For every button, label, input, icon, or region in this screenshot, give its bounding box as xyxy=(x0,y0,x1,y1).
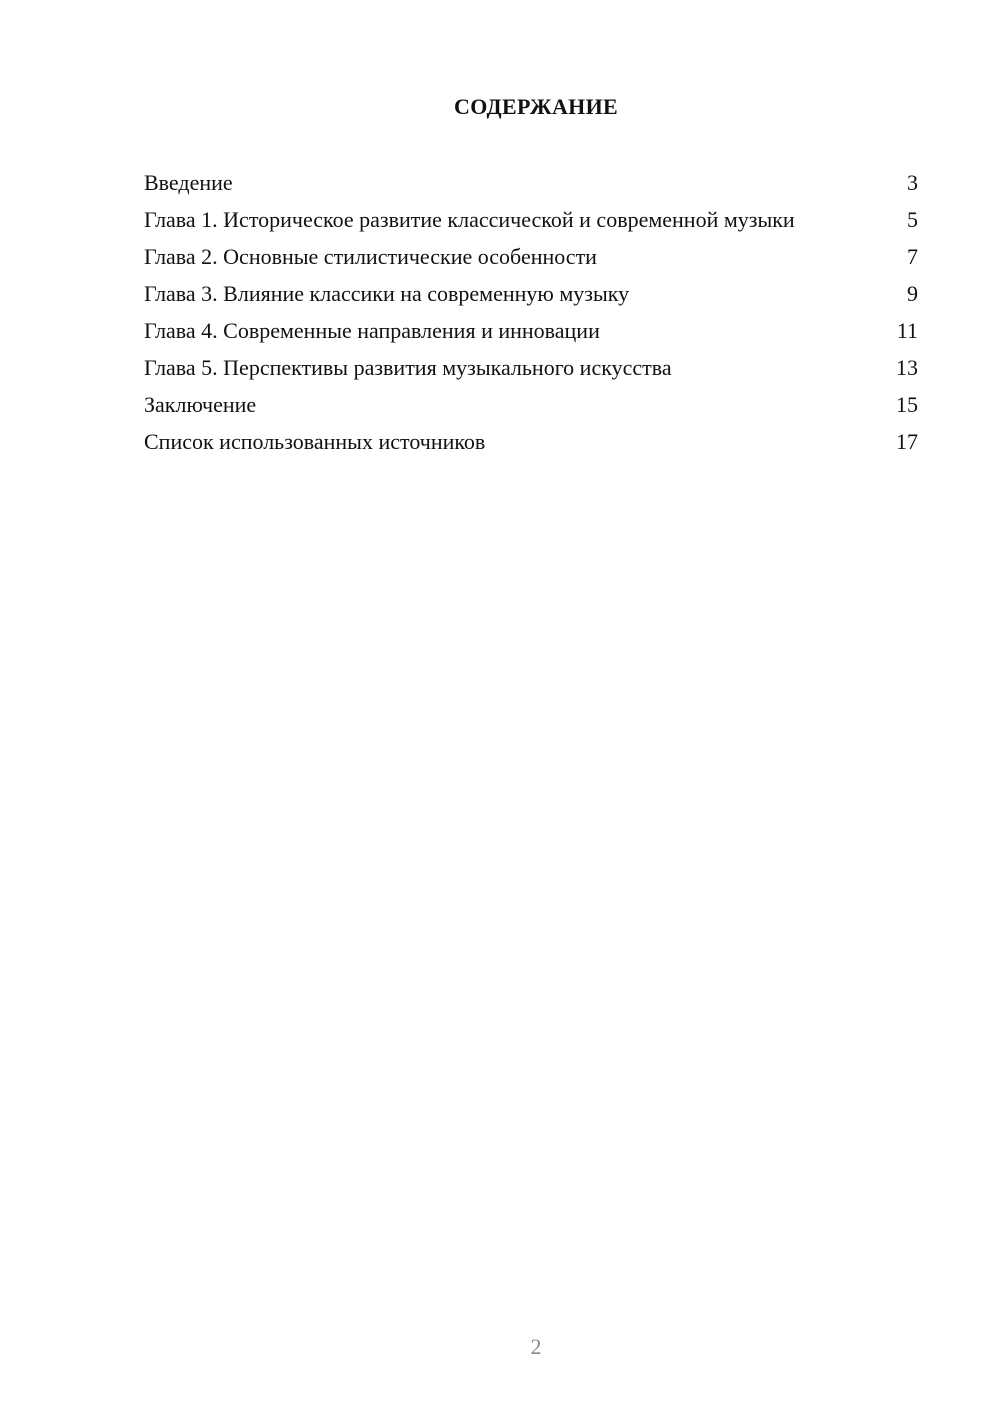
toc-entry-label: Глава 4. Современные направления и инновации xyxy=(144,318,600,343)
table-of-contents xyxy=(144,168,918,464)
toc-entry-label: Глава 3. Влияние классики на современную музыку xyxy=(144,281,630,306)
toc-entry-page: 13 xyxy=(896,355,918,380)
toc-entry-label: Глава 1. Историческое развитие классической и современной музыки xyxy=(144,207,795,232)
toc-entry-label: Глава 2. Основные стилистические особенности xyxy=(144,244,597,269)
toc-entry-page: 17 xyxy=(896,429,918,454)
toc-entry-label: Заключение xyxy=(144,392,257,417)
toc-entry-page: 3 xyxy=(907,170,918,195)
toc-entry-page: 11 xyxy=(896,318,918,343)
toc-entry xyxy=(144,205,918,234)
toc-entry xyxy=(144,316,918,345)
page-number: 2 xyxy=(530,1334,542,1359)
toc-entry xyxy=(144,242,918,271)
toc-entry-label: Введение xyxy=(144,170,233,195)
toc-entry-label: Список использованных источников xyxy=(144,429,486,454)
toc-entry xyxy=(144,279,918,308)
toc-entry xyxy=(144,390,918,419)
toc-entry xyxy=(144,353,918,382)
toc-entry-label: Глава 5. Перспективы развития музыкального искусства xyxy=(144,355,672,380)
page-title: СОДЕРЖАНИЕ xyxy=(454,94,618,119)
toc-entry xyxy=(144,427,918,456)
toc-entry xyxy=(144,168,918,197)
toc-entry-page: 7 xyxy=(907,244,918,269)
toc-entry-page: 9 xyxy=(907,281,918,306)
toc-entry-page: 5 xyxy=(907,207,918,232)
toc-entry-page: 15 xyxy=(896,392,918,417)
